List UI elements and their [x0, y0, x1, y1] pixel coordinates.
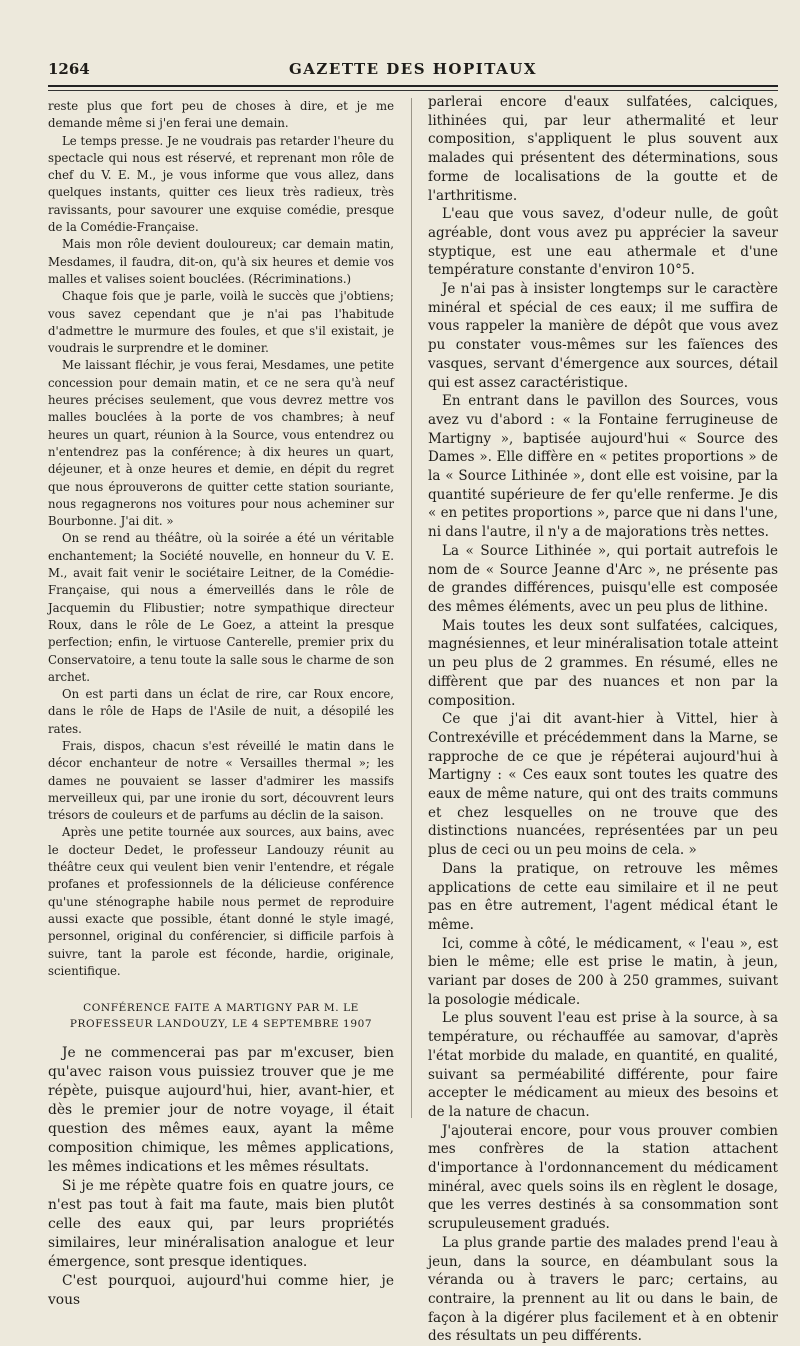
paragraph: On est parti dans un éclat de rire, car Roux encore, dans le rôle de Haps de l'Asile de nuit, a désopilé les rates.	[48, 687, 394, 736]
left-column	[48, 98, 394, 1310]
header-rule-thin	[48, 90, 778, 91]
paragraph: C'est pourquoi, aujourd'hui comme hier, je vous	[48, 1273, 394, 1309]
paragraph: Après une petite tournée aux sources, aux bains, avec le docteur Dedet, le professeur Landouzy réunit au théâtre ceux qui veulent bien venir l'entendre, et régale profanes et professionnels de la délicieuse conférence qu'une sténographe habile nous permet de reproduire aussi exacte que possible, étant donné le style imagé, personnel, original du conférencier, si difficile parfois à suivre, tant la parole est féconde, hardie, originale, scientifique.	[48, 825, 394, 978]
page-header	[48, 60, 778, 80]
paragraph: Si je me répète quatre fois en quatre jours, ce n'est pas tout à fait ma faute, mais bien plutôt celle des eaux qui, par leurs propriétés similaires, leur minéralisation analogue et leur émergence, sont presque identiques.	[48, 1178, 394, 1271]
header-rule-thick	[48, 85, 778, 87]
paragraph: On se rend au théâtre, où la soirée a été un véritable enchantement; la Société nouvelle, en honneur du V. E. M., avait fait venir le sociétaire Leitner, de la Comédie-Française, qui nous a émerveillés dans le rôle de Jacquemin du Flibustier; notre sympathique directeur Roux, dans le rôle de Le Goez, a atteint la presque perfection; enfin, le virtuose Canterelle, premier prix du Conservatoire, a tenu toute la salle sous le charme de son archet.	[48, 531, 394, 684]
paragraph: La plus grande partie des malades prend l'eau à jeun, dans la source, en déambulant sous la véranda ou à travers le parc; certains, au contraire, la prennent au lit ou dans le bain, de façon à la digérer plus facilement et à en obtenir des résultats un peu différents.	[428, 1234, 778, 1345]
paragraph: Le plus souvent l'eau est prise à la source, à sa température, ou réchauffée au samovar, d'après l'état morbide du malade, en quantité, en qualité, suivant sa perméabilité différente, pour faire accepter le médicament au mieux des besoins et de la nature de chacun.	[428, 1010, 778, 1120]
paragraph: Je n'ai pas à insister longtemps sur le caractère minéral et spécial de ces eaux; il me suffira de vous rappeler la manière de dépôt que vous avez pu constater vous-mêmes sur les faïences des vasques, servant d'émergence aux sources, détail qui est assez caractéristique.	[428, 281, 778, 391]
running-title: GAZETTE DES HOPITAUX	[288, 60, 537, 78]
paragraph: Me laissant fléchir, je vous ferai, Mesdames, une petite concession pour demain matin, et ce ne sera qu'à neuf heures précises seulement, que vous devrez mettre vos malles bouclées à la porte de vos chambres; à neuf heures un quart, réunion à la Source, vous entendrez ou n'entendrez pas la conférence; à dix heures un quart, déjeuner, et à onze heures et demie, en dépit du regret que nous éprouverons de quitter cette station souriante, nous regagnerons nos voitures pour nous acheminer sur Bourbonne. J'ai dit. »	[48, 358, 394, 529]
paragraph: Mais mon rôle devient douloureux; car demain matin, Mesdames, il faudra, dit-on, qu'à six heures et demie vos malles et valises soient bouclées. (Récriminations.)	[48, 237, 394, 286]
paragraph: Mais toutes les deux sont sulfatées, calciques, magnésiennes, et leur minéralisation totale atteint un peu plus de 2 grammes. En résumé, elles ne diffèrent que par des nuances et non par la composition.	[428, 617, 778, 709]
paragraph: parlerai encore d'eaux sulfatées, calciques, lithinées qui, par leur athermalité et leur composition, s'appliquent le plus souvent aux malades qui présentent des déterminations, sous forme de localisations de la goutte et de l'arthritisme.	[428, 94, 778, 204]
column-divider	[411, 98, 412, 1118]
paragraph: Ce que j'ai dit avant-hier à Vittel, hier à Contrexéville et précédemment dans la Marne, se rapproche de ce que je répéterai aujourd'hui à Martigny : « Ces eaux sont toutes les quatre des eaux de même nature, qui ont des traits communs et chez lesquelles on ne trouve que des distinctions nuancées, représentées par un peu plus de ceci ou un peu moins de cela. »	[428, 711, 778, 859]
paragraph: Dans la pratique, on retrouve les mêmes applications de cette eau similaire et il ne peut pas en être autrement, l'agent médical étant le même.	[428, 860, 778, 933]
paragraph: Le temps presse. Je ne voudrais pas retarder l'heure du spectacle qui nous est réservé, et reprenant mon rôle de chef du V. E. M., je vous informe que vous allez, dans quelques instants, quitter ces lieux très radieux, très ravissants, pour savourer une exquise comédie, presque de la Comédie-Française.	[48, 133, 394, 235]
page-number: 1264	[48, 60, 90, 78]
paragraph: L'eau que vous savez, d'odeur nulle, de goût agréable, dont vous avez pu apprécier la saveur styptique, est une eau athermale et d'une température constante d'environ 10°5.	[428, 206, 778, 279]
paragraph: reste plus que fort peu de choses à dire, et je me demande même si j'en ferai une demain.	[48, 99, 394, 131]
paragraph: Je ne commencerai pas par m'excuser, bien qu'avec raison vous puissiez trouver que je me répète, puisque aujourd'hui, hier, avant-hier, et dès le premier jour de notre voyage, il était question des mêmes eaux, ayant la même composition chimique, les mêmes applications, les mêmes indications et les mêmes résultats.	[48, 1045, 394, 1176]
paragraph: En entrant dans le pavillon des Sources, vous avez vu d'abord : « la Fontaine ferrugineuse de Martigny », baptisée aujourd'hui « Source des Dames ». Elle diffère en « petites proportions » de la « Source Lithinée », dont elle est voisine, par la quantité supérieure de fer qu'elle renferme. Je dis « en petites proportions », parce que ni dans l'une, ni dans l'autre, il n'y a de majorations très nettes.	[428, 393, 778, 541]
right-column	[428, 93, 778, 1346]
paragraph: Chaque fois que je parle, voilà le succès que j'obtiens; vous savez cependant que je n'ai pas l'habitude d'admettre le murmure des foules, et que s'il existait, je voudrais le surprendre et le dominer.	[48, 289, 394, 356]
paragraph: Ici, comme à côté, le médicament, « l'eau », est bien le même; elle est prise le matin, à jeun, variant par doses de 200 à 250 grammes, suivant la posologie médicale.	[428, 935, 778, 1008]
conference-text	[48, 1044, 394, 1310]
paragraph: J'ajouterai encore, pour vous prouver combien mes confrères de la station attachent d'importance à l'ordonnancement du médicament minéral, avec quels soins ils en règlent le dosage, que les verres destinés à sa consommation sont scrupuleusement gradués.	[428, 1122, 778, 1233]
paragraph: Frais, dispos, chacun s'est réveillé le matin dans le décor enchanteur de notre « Versailles thermal »; les dames ne pouvaient se lasser d'admirer les massifs merveilleux qui, par une ironie du sort, découvrent leurs trésors de couleurs et de parfums au déclin de la saison.	[48, 738, 394, 823]
paragraph: La « Source Lithinée », qui portait autrefois le nom de « Source Jeanne d'Arc », ne présente pas de grandes différences, puisqu'elle est composée des mêmes éléments, avec un peu plus de lithine.	[428, 542, 778, 615]
conference-heading: CONFÉRENCE FAITE A MARTIGNY PAR M. LE PROFESSEUR LANDOUZY, LE 4 SEPTEMBRE 1907	[69, 1002, 373, 1031]
